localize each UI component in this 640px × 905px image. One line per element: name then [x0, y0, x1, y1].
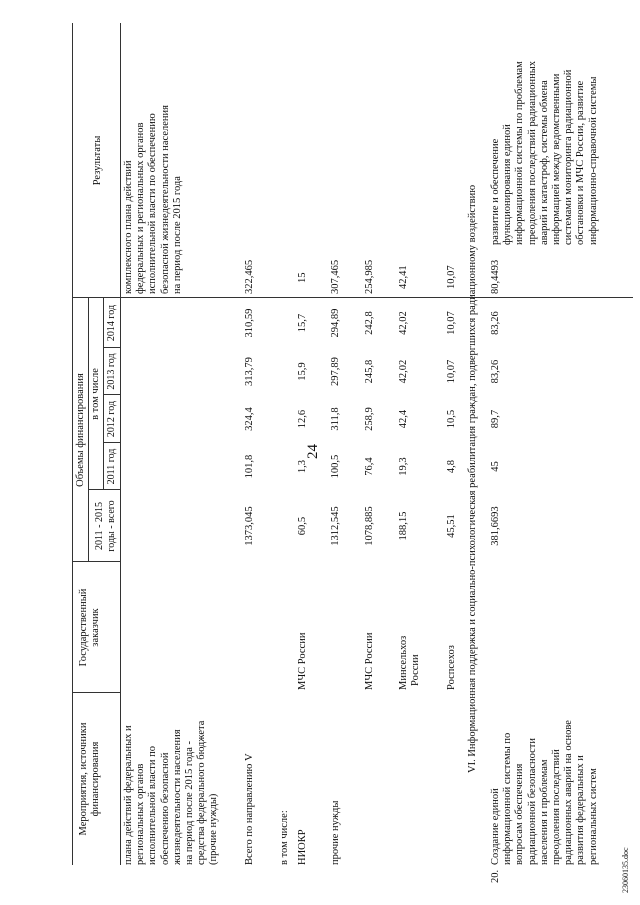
- row-niokr-label: НИОКР: [297, 829, 308, 865]
- item-20-2014: 83,26: [490, 311, 501, 335]
- row-other-2012: 311,8: [330, 407, 341, 431]
- footer-filename: 23060135.doc: [621, 847, 630, 893]
- header-results: Результаты: [92, 135, 103, 186]
- row-rospsekhoz-agency: Роспсехоз: [446, 645, 457, 690]
- row-other-2011: 100,5: [330, 454, 341, 479]
- row-rospsekhoz-2013: 10,07: [446, 359, 457, 384]
- row-other-2013: 297,89: [330, 357, 341, 386]
- row-rospsekhoz-2011: 4,8: [446, 459, 457, 474]
- page-number: 24: [305, 444, 321, 459]
- header-including: в том числе: [90, 368, 101, 420]
- item-20-2015: 80,4493: [490, 259, 501, 294]
- row-total-2012: 324,4: [244, 407, 255, 431]
- row-rospsekhoz-2012: 10,5: [446, 409, 457, 429]
- row-rospsekhoz-2014: 10,07: [446, 311, 457, 335]
- row-minselkhoz-agency: Минсельхоз России: [398, 635, 422, 690]
- row-mchs-agency: МЧС России: [364, 632, 375, 690]
- header-year-2014: 2014 год: [106, 304, 117, 342]
- header-bottom-border: [120, 23, 121, 865]
- row-minselkhoz-2012: 42,4: [398, 409, 409, 429]
- cont-activity-text: плана действий федеральных и региональных органов исполнительной власти по обеспечению безопасной жизнедеятельности населения на период после 2015 года - средства федерального бюджета (прочие нужды): [123, 720, 220, 865]
- row-mchs-2013: 245,8: [364, 359, 375, 384]
- row-total-2011: 101,8: [244, 454, 255, 479]
- row-total-2014: 310,59: [244, 308, 255, 338]
- row-other-sum: 1312,545: [330, 506, 341, 546]
- row-other-2015: 307,465: [330, 259, 341, 294]
- row-total-label: Всего по направлению V: [244, 753, 255, 865]
- row-rospsekhoz-sum: 45,51: [446, 514, 457, 538]
- header-customer: Государственный заказчик: [78, 588, 102, 667]
- row-mchs-sum: 1078,885: [364, 506, 375, 546]
- row-minselkhoz-sum: 188,15: [398, 511, 409, 541]
- row-niokr-2015: 15: [297, 272, 308, 283]
- row-niokr-2013: 15,9: [297, 362, 308, 381]
- item-20-result: развитие и обеспечение функционирования единой информационной системы по проблемам преодоления последствий радиационных аварий и катастроф, системы обмена информацией между ведомственными системами мониторинга радиационной обстановки и МЧС России, развитие информационно-справочной системы: [490, 60, 599, 245]
- section-vi-title: VI. Информационная поддержка и социально-психологическая реабилитация граждан, подвергшихся радиационному воздействию: [467, 184, 478, 773]
- header-year-2011: 2011 год: [106, 448, 117, 485]
- row-mchs-2011: 76,4: [364, 457, 375, 476]
- header-year-2012: 2012 год: [106, 400, 117, 438]
- cont-result-text: комплексного плана действий федеральных и региональных органов исполнительной власти по обеспечению безопасной жизнедеятельности населения на период после 2015 года: [123, 105, 183, 294]
- header-activities: Мероприятия, источники финансирования: [78, 722, 102, 836]
- row-mchs-2014: 242,8: [364, 311, 375, 335]
- item-20-sum: 381,6693: [490, 506, 501, 546]
- row-other-2014: 294,89: [330, 308, 341, 338]
- row-including-label: в том числе:: [279, 810, 290, 865]
- col-divider-4: [72, 297, 633, 298]
- item-20-2011: 45: [490, 461, 501, 472]
- row-mchs-2015: 254,985: [364, 259, 375, 294]
- header-volumes: Объемы финансирования: [75, 373, 86, 487]
- row-minselkhoz-2015: 42,41: [398, 265, 409, 289]
- row-niokr-sum: 60,5: [297, 516, 308, 536]
- row-niokr-2011: 1,3: [297, 459, 308, 474]
- table-top-border: [72, 23, 73, 865]
- item-20-number: 20.: [490, 869, 501, 883]
- item-20-text: Создание единой информационной системы по вопросам обеспечения радиационной безопасности населения и проблемам преодоления последствий радиационных аварий на основе развития федеральных и региональных систем: [490, 720, 599, 865]
- row-total-2015: 322,465: [244, 259, 255, 294]
- header-total: 2011 - 2015 годы - всего: [94, 500, 118, 552]
- row-mchs-2012: 258,9: [364, 407, 375, 431]
- row-niokr-agency: МЧС России: [297, 632, 308, 690]
- item-20-2012: 89,7: [490, 409, 501, 429]
- header-year-2013: 2013 год: [106, 353, 117, 390]
- row-other-label: прочие нужды: [330, 800, 341, 865]
- header-volumes-line: [88, 298, 89, 562]
- row-total-2013: 313,79: [244, 357, 255, 386]
- row-niokr-2012: 12,6: [297, 409, 308, 429]
- item-20-2013: 83,26: [490, 359, 501, 384]
- row-rospsekhoz-2015: 10,07: [446, 265, 457, 289]
- row-total-sum: 1373,045: [244, 506, 255, 546]
- row-niokr-2014: 15,7: [297, 313, 308, 333]
- row-minselkhoz-2011: 19,3: [398, 457, 409, 476]
- row-minselkhoz-2013: 42,02: [398, 359, 409, 384]
- row-minselkhoz-2014: 42,02: [398, 311, 409, 335]
